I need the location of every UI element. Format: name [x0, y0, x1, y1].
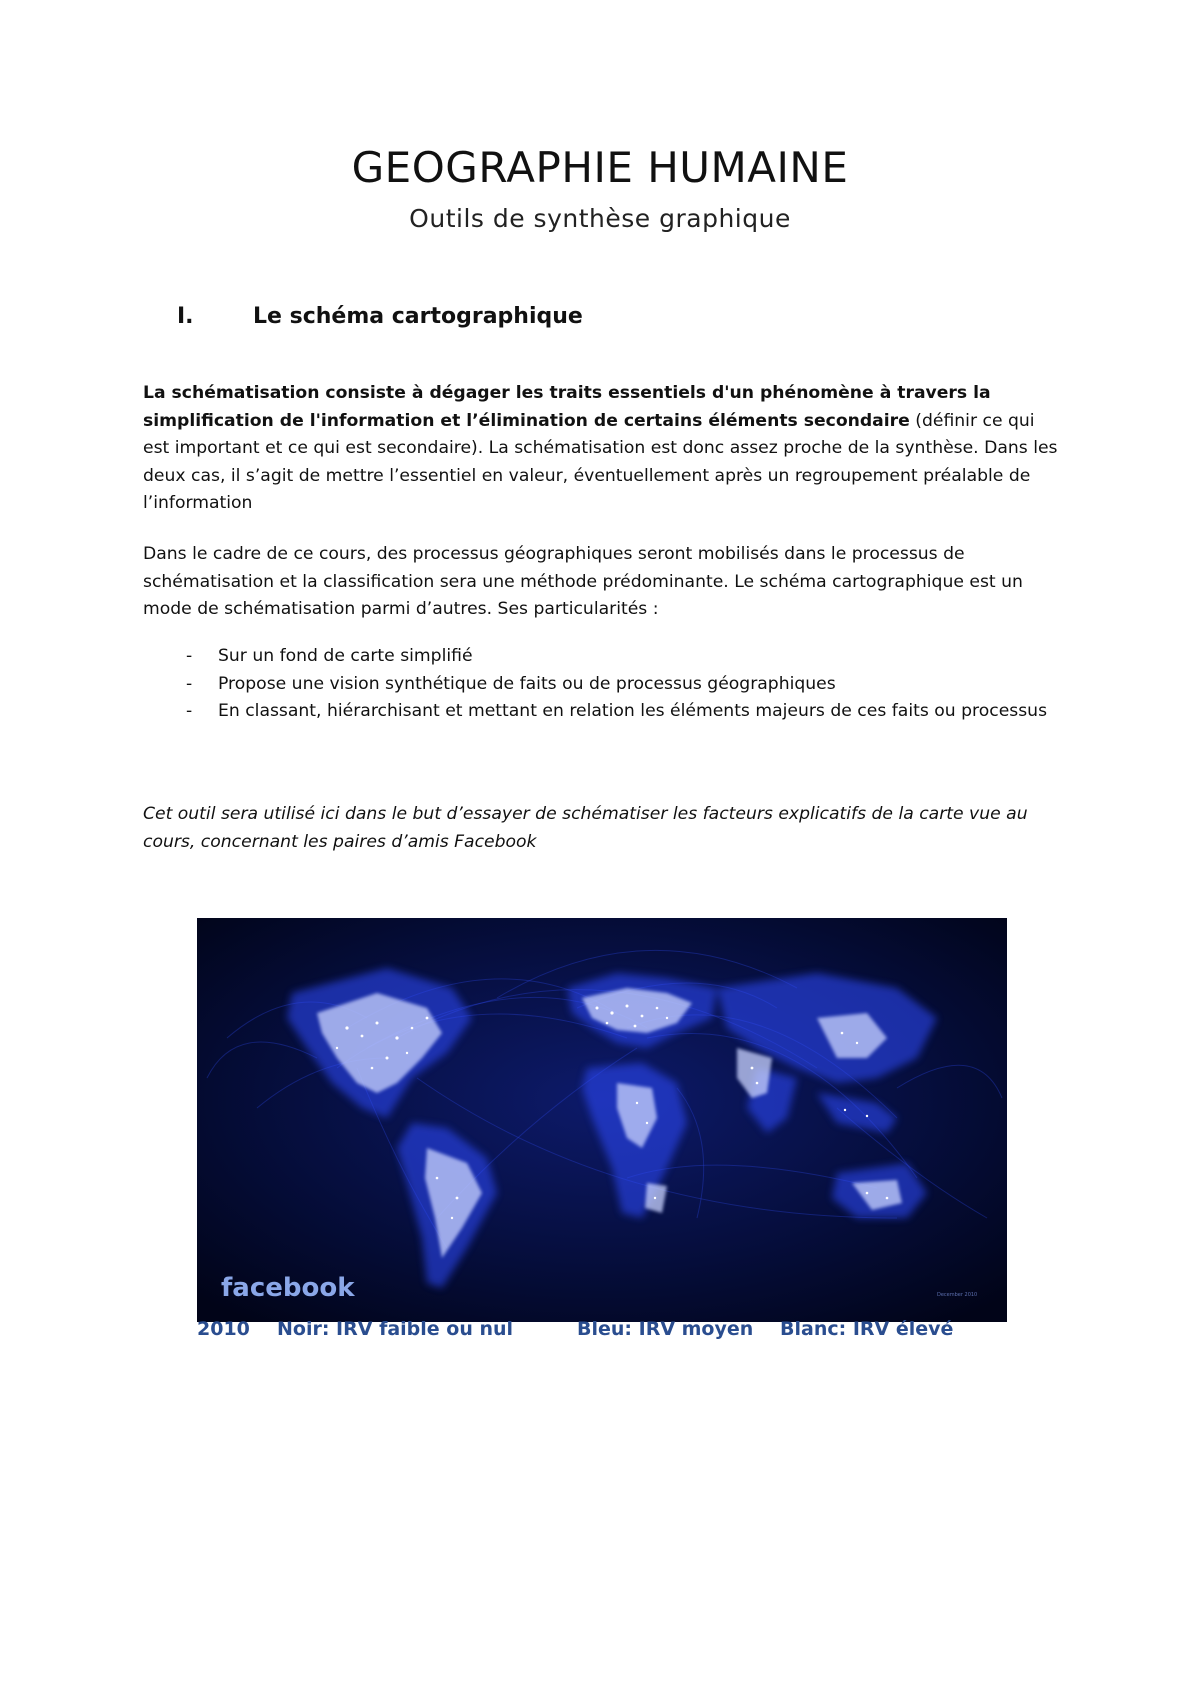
- caption-noir: Noir: IRV faible ou nul: [277, 1318, 514, 1340]
- list-item-text: Propose une vision synthétique de faits ou de processus géographiques: [218, 673, 836, 694]
- caption-bleu: Bleu: IRV moyen: [577, 1318, 754, 1340]
- bullet-dash: -: [186, 701, 193, 721]
- paragraph-definition: [143, 380, 1063, 518]
- bullet-dash: -: [186, 646, 193, 666]
- page-title: GEOGRAPHIE HUMAINE: [351, 143, 849, 192]
- section-number: I.: [177, 304, 194, 329]
- list-item: [143, 643, 1063, 671]
- caption-year: 2010: [197, 1318, 250, 1340]
- caption-blanc: Blanc: IRV élevé: [780, 1318, 954, 1340]
- paragraph-definition-bold: La schématisation consiste à dégager les traits essentiels d'un phénomène à travers la simplification de l'information et l’élimination de certains éléments secondaire: [143, 383, 991, 431]
- page-subtitle: Outils de synthèse graphique: [409, 204, 791, 233]
- list-item: [143, 698, 1063, 726]
- section-title: Le schéma cartographique: [253, 304, 583, 329]
- bullet-dash: -: [186, 673, 193, 694]
- map-caption: [0, 1318, 1200, 1348]
- facebook-friendship-map: [197, 918, 1007, 1322]
- italic-note: Cet outil sera utilisé ici dans le but d’essayer de schématiser les facteurs explicatifs de la carte vue au cours, concernant les paires d’amis Facebook: [143, 804, 1028, 852]
- paragraph-definition-rest: (définir ce qui est important et ce qui est secondaire). La schématisation est donc assez proche de la synthèse. Dans les deux cas, il s’agit de mettre l’essentiel en valeur, éventuellement après un regroupement préalable de l’information: [143, 410, 1058, 513]
- map-corner-text: December 2010: [937, 1292, 978, 1298]
- list-item: [143, 671, 1063, 699]
- bullet-list: [143, 643, 1063, 726]
- section-heading: [177, 304, 583, 329]
- world-map-image: [197, 918, 1007, 1322]
- list-item-text: En classant, hiérarchisant et mettant en relation les éléments majeurs de ces faits ou processus: [218, 701, 1048, 721]
- facebook-logo: facebook: [221, 1273, 355, 1303]
- paragraph-context: Dans le cadre de ce cours, des processus géographiques seront mobilisés dans le processus de schématisation et la classification sera une méthode prédominante. Le schéma cartographique est un mode de schématisation parmi d’autres. Ses particularités :: [143, 544, 1023, 619]
- list-item-text: Sur un fond de carte simplifié: [218, 646, 473, 666]
